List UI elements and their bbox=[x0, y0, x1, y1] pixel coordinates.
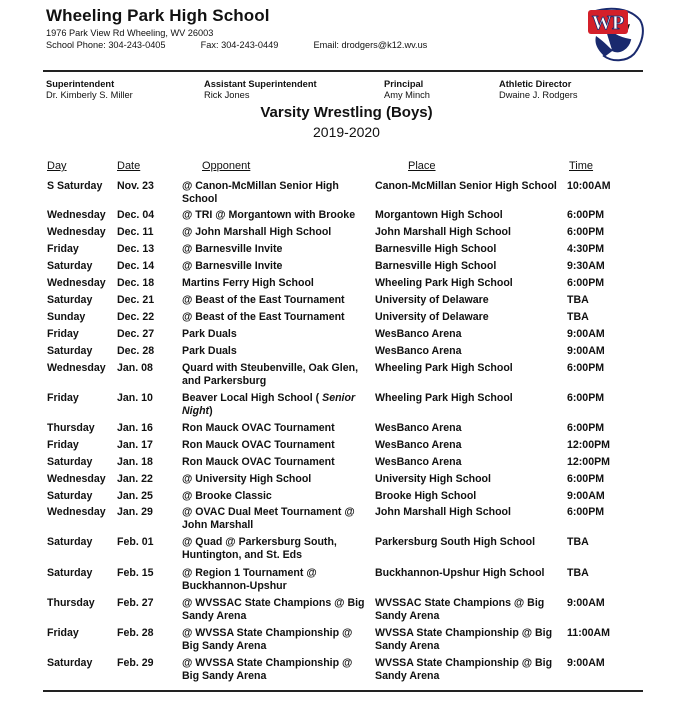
row-day: Friday bbox=[47, 627, 79, 639]
staff-principal bbox=[384, 79, 430, 101]
row-day: Friday bbox=[47, 243, 79, 255]
row-date: Feb. 28 bbox=[117, 627, 154, 639]
column-header-opponent: Opponent bbox=[202, 160, 251, 172]
row-time: TBA bbox=[567, 294, 589, 306]
staff-role: Principal bbox=[384, 79, 424, 89]
row-opponent: @ Canon-McMillan Senior High School bbox=[182, 180, 339, 205]
row-place: John Marshall High School bbox=[375, 506, 511, 518]
staff-role: Superintendent bbox=[46, 79, 115, 89]
row-day: Thursday bbox=[47, 597, 95, 609]
staff-role: Assistant Superintendent bbox=[204, 79, 317, 89]
staff-name: Amy Minch bbox=[384, 90, 430, 100]
row-opponent: @ WVSSA State Championship @ Big Sandy Arena bbox=[182, 657, 353, 682]
row-time: 6:00PM bbox=[567, 362, 605, 374]
row-date: Dec. 21 bbox=[117, 294, 155, 306]
row-place: Buckhannon-Upshur High School bbox=[375, 567, 545, 579]
row-day: Wednesday bbox=[47, 209, 106, 221]
row-date: Feb. 01 bbox=[117, 536, 154, 548]
row-date: Feb. 27 bbox=[117, 597, 154, 609]
row-opponent: Park Duals bbox=[182, 328, 237, 340]
staff-athletic-director bbox=[499, 79, 578, 101]
school-contact bbox=[46, 40, 427, 50]
logo-letters: WP bbox=[591, 12, 625, 34]
row-opponent: @ WVSSAC State Champions @ Big Sandy Arena bbox=[182, 597, 365, 622]
row-date: Dec. 04 bbox=[117, 209, 155, 221]
row-opponent: @ Barnesville Invite bbox=[182, 260, 283, 272]
column-header-time: Time bbox=[569, 160, 594, 172]
row-place: Canon-McMillan Senior High School bbox=[375, 180, 557, 192]
schedule-season: 2019-2020 bbox=[313, 124, 380, 140]
row-place: Barnesville High School bbox=[375, 260, 497, 272]
row-time: TBA bbox=[567, 311, 589, 323]
row-day: Saturday bbox=[47, 490, 93, 502]
row-opponent bbox=[182, 392, 372, 418]
row-place: WVSSA State Championship @ Big Sandy Arena bbox=[375, 627, 553, 652]
row-opponent: Ron Mauck OVAC Tournament bbox=[182, 439, 335, 451]
row-date: Dec. 13 bbox=[117, 243, 155, 255]
row-opponent: @ Brooke Classic bbox=[182, 490, 272, 502]
row-place: WesBanco Arena bbox=[375, 345, 462, 357]
row-opponent: @ University High School bbox=[182, 473, 312, 485]
row-opponent-note: Senior Night bbox=[182, 392, 356, 417]
header-divider bbox=[43, 70, 643, 72]
row-date: Jan. 10 bbox=[117, 392, 153, 404]
row-date: Dec. 18 bbox=[117, 277, 155, 289]
row-date: Jan. 25 bbox=[117, 490, 153, 502]
school-fax: Fax: 304-243-0449 bbox=[200, 40, 279, 50]
staff-name: Rick Jones bbox=[204, 90, 250, 100]
row-place: Morgantown High School bbox=[375, 209, 503, 221]
row-time: 6:00PM bbox=[567, 209, 605, 221]
row-date: Nov. 23 bbox=[117, 180, 154, 192]
row-date: Jan. 18 bbox=[117, 456, 153, 468]
row-day: Friday bbox=[47, 392, 79, 404]
row-date: Jan. 17 bbox=[117, 439, 153, 451]
row-time: 4:30PM bbox=[567, 243, 605, 255]
row-time: 6:00PM bbox=[567, 422, 605, 434]
row-day: Thursday bbox=[47, 422, 95, 434]
row-place: Wheeling Park High School bbox=[375, 392, 513, 404]
staff-assistant-superintendent bbox=[204, 79, 317, 101]
row-day: Saturday bbox=[47, 456, 93, 468]
row-place: Parkersburg South High School bbox=[375, 536, 536, 548]
row-day: Saturday bbox=[47, 260, 93, 272]
row-day: Sunday bbox=[47, 311, 86, 323]
row-time: 12:00PM bbox=[567, 456, 610, 468]
row-place: WVSSAC State Champions @ Big Sandy Arena bbox=[375, 597, 545, 622]
row-place: Wheeling Park High School bbox=[375, 362, 513, 374]
row-time: 6:00PM bbox=[567, 226, 605, 238]
row-day: Wednesday bbox=[47, 362, 106, 374]
school-phone: School Phone: 304-243-0405 bbox=[46, 40, 166, 50]
school-name: Wheeling Park High School bbox=[46, 6, 270, 25]
row-time: 9:00AM bbox=[567, 328, 605, 340]
row-date: Dec. 14 bbox=[117, 260, 155, 272]
column-header-place: Place bbox=[408, 160, 436, 172]
row-place: Brooke High School bbox=[375, 490, 477, 502]
row-day: Saturday bbox=[47, 536, 93, 548]
row-time: 9:30AM bbox=[567, 260, 605, 272]
row-opponent: @ Region 1 Tournament @ Buckhannon-Upshur bbox=[182, 567, 317, 592]
row-time: 6:00PM bbox=[567, 506, 605, 518]
row-time: 6:00PM bbox=[567, 392, 605, 404]
column-header-date: Date bbox=[117, 160, 141, 172]
row-opponent-text: Beaver Local High School ( bbox=[182, 392, 320, 404]
column-header-day: Day bbox=[47, 160, 67, 172]
row-opponent: Ron Mauck OVAC Tournament bbox=[182, 456, 335, 468]
row-date: Dec. 28 bbox=[117, 345, 155, 357]
row-time: TBA bbox=[567, 536, 589, 548]
row-day: Friday bbox=[47, 328, 79, 340]
row-time: 9:00AM bbox=[567, 657, 605, 669]
row-opponent: @ TRI @ Morgantown with Brooke bbox=[182, 209, 356, 221]
staff-superintendent bbox=[46, 79, 133, 101]
row-time: 6:00PM bbox=[567, 473, 605, 485]
row-day: Saturday bbox=[47, 345, 93, 357]
row-day: Saturday bbox=[47, 567, 93, 579]
row-day: Wednesday bbox=[47, 277, 106, 289]
row-date: Feb. 29 bbox=[117, 657, 154, 669]
row-time: TBA bbox=[567, 567, 589, 579]
row-day: Wednesday bbox=[47, 506, 106, 518]
row-opponent: @ John Marshall High School bbox=[182, 226, 332, 238]
staff-name: Dwaine J. Rodgers bbox=[499, 90, 578, 100]
row-day: Saturday bbox=[47, 294, 93, 306]
row-opponent: @ Beast of the East Tournament bbox=[182, 294, 345, 306]
row-opponent-close: ) bbox=[209, 405, 213, 417]
row-date: Dec. 27 bbox=[117, 328, 155, 340]
row-opponent: Ron Mauck OVAC Tournament bbox=[182, 422, 335, 434]
row-place: University High School bbox=[375, 473, 491, 485]
row-opponent: Quard with Steubenville, Oak Glen, and Parkersburg bbox=[182, 362, 359, 387]
row-place: WesBanco Arena bbox=[375, 422, 462, 434]
row-time: 11:00AM bbox=[567, 627, 610, 639]
row-day: Wednesday bbox=[47, 473, 106, 485]
row-date: Feb. 15 bbox=[117, 567, 154, 579]
row-time: 9:00AM bbox=[567, 597, 605, 609]
row-place: WVSSA State Championship @ Big Sandy Arena bbox=[375, 657, 553, 682]
row-date: Dec. 11 bbox=[117, 226, 154, 238]
row-day: Saturday bbox=[47, 657, 93, 669]
row-place: John Marshall High School bbox=[375, 226, 511, 238]
row-opponent: Park Duals bbox=[182, 345, 237, 357]
row-opponent: @ Barnesville Invite bbox=[182, 243, 283, 255]
row-opponent: @ WVSSA State Championship @ Big Sandy Arena bbox=[182, 627, 353, 652]
row-place: WesBanco Arena bbox=[375, 456, 462, 468]
row-day: S Saturday bbox=[47, 180, 103, 192]
row-time: 10:00AM bbox=[567, 180, 611, 192]
row-opponent: Martins Ferry High School bbox=[182, 277, 314, 289]
row-place: WesBanco Arena bbox=[375, 328, 462, 340]
row-place: WesBanco Arena bbox=[375, 439, 462, 451]
footer-divider bbox=[43, 690, 643, 692]
school-email: Email: drodgers@k12.wv.us bbox=[313, 40, 428, 50]
row-time: 9:00AM bbox=[567, 490, 605, 502]
row-place: Barnesville High School bbox=[375, 243, 497, 255]
row-place: University of Delaware bbox=[375, 311, 489, 323]
schedule-title: Varsity Wrestling (Boys) bbox=[260, 104, 433, 121]
row-date: Jan. 29 bbox=[117, 506, 153, 518]
staff-name: Dr. Kimberly S. Miller bbox=[46, 90, 133, 100]
row-time: 9:00AM bbox=[567, 345, 605, 357]
row-date: Jan. 08 bbox=[117, 362, 153, 374]
row-opponent: @ Quad @ Parkersburg South, Huntington, and St. Eds bbox=[182, 536, 337, 561]
row-time: 6:00PM bbox=[567, 277, 605, 289]
school-logo-icon bbox=[582, 4, 648, 64]
row-day: Wednesday bbox=[47, 226, 106, 238]
staff-role: Athletic Director bbox=[499, 79, 572, 89]
row-opponent: @ Beast of the East Tournament bbox=[182, 311, 345, 323]
row-date: Dec. 22 bbox=[117, 311, 155, 323]
row-place: Wheeling Park High School bbox=[375, 277, 513, 289]
row-place: University of Delaware bbox=[375, 294, 489, 306]
row-date: Jan. 22 bbox=[117, 473, 153, 485]
school-address: 1976 Park View Rd Wheeling, WV 26003 bbox=[46, 28, 214, 38]
row-opponent: @ OVAC Dual Meet Tournament @ John Marshall bbox=[182, 506, 355, 531]
row-time: 12:00PM bbox=[567, 439, 610, 451]
row-day: Friday bbox=[47, 439, 79, 451]
row-date: Jan. 16 bbox=[117, 422, 153, 434]
